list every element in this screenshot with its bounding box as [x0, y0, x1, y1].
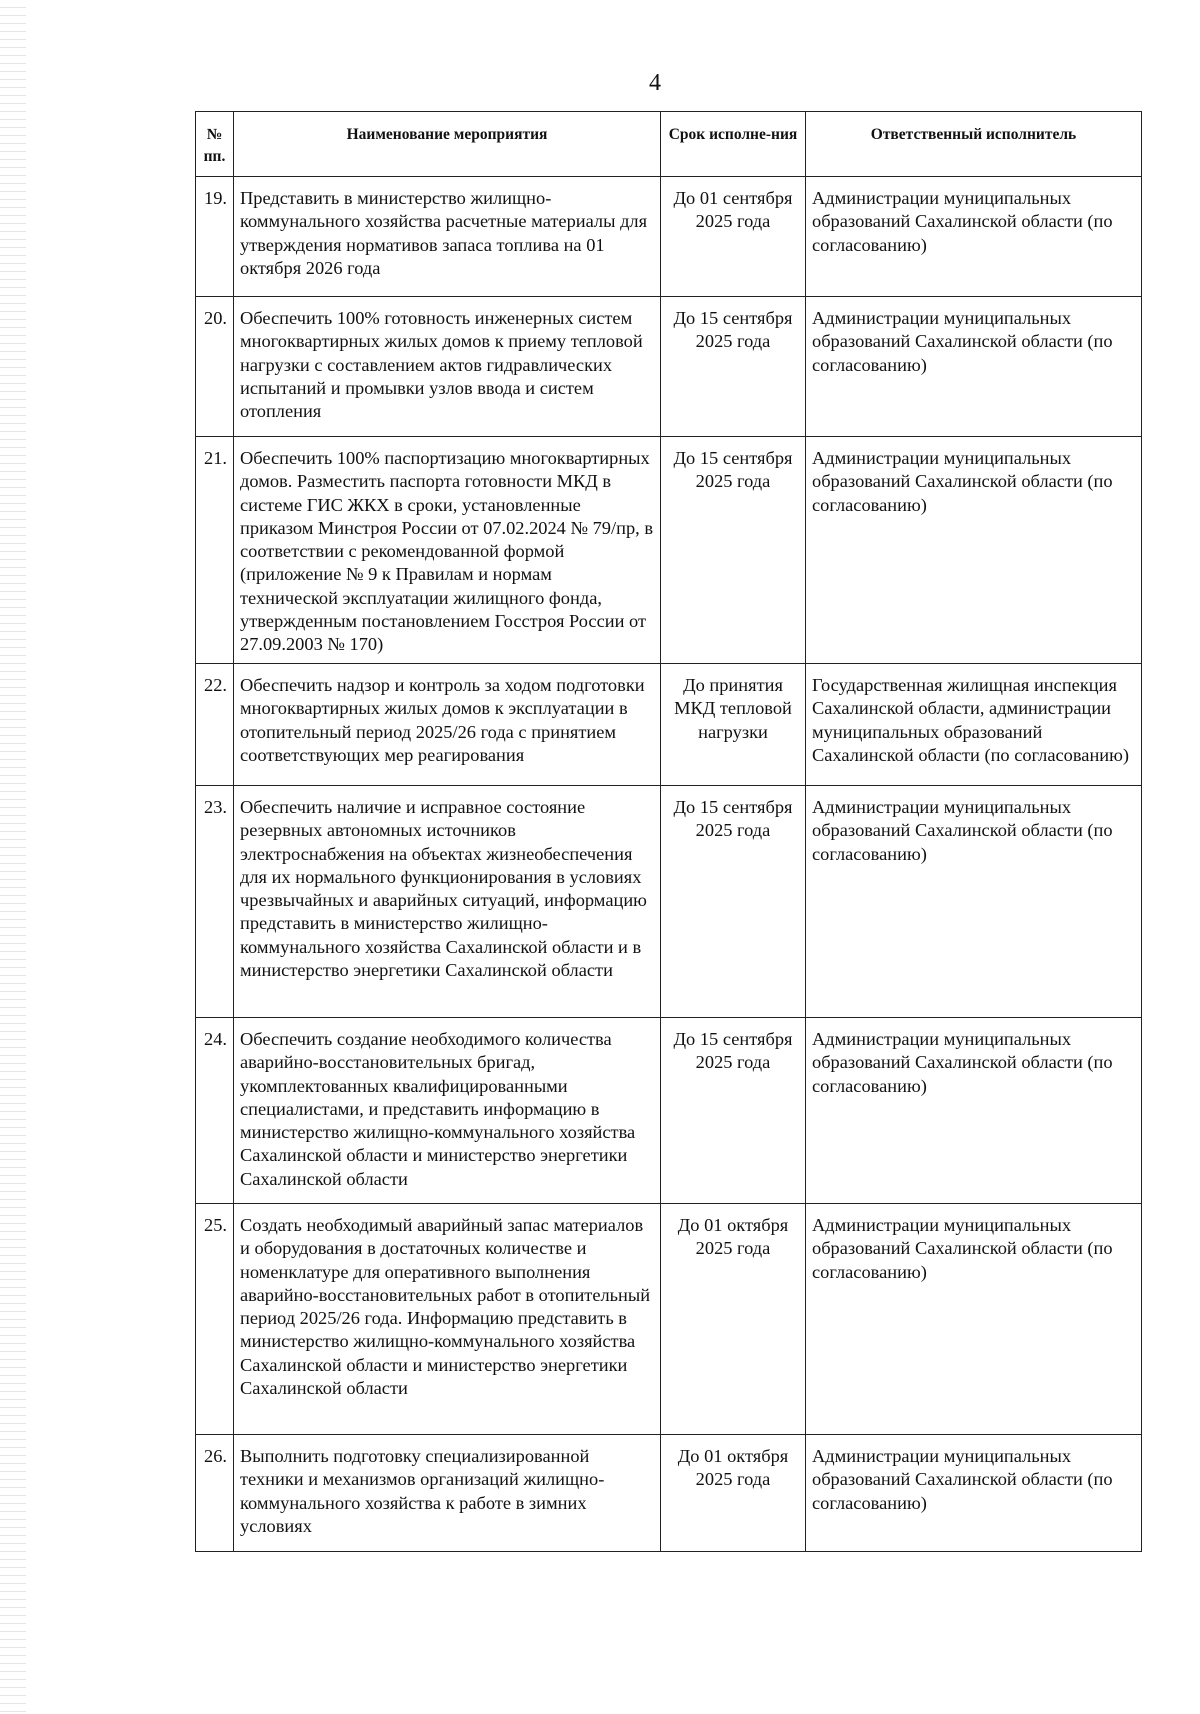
row-number: 25. — [196, 1204, 234, 1435]
row-measure-name: Обеспечить надзор и контроль за ходом подготовки многоквартирных жилых домов к эксплуатации в отопительный период 2025/26 года с принятием соответствующих мер реагирования — [234, 664, 661, 786]
table-header-row — [196, 112, 1142, 177]
table-row — [196, 297, 1142, 437]
row-measure-name: Представить в министерство жилищно-коммунального хозяйства расчетные материалы для утверждения нормативов запаса топлива на 01 октября 2026 года — [234, 177, 661, 297]
row-deadline: До 15 сентября 2025 года — [661, 437, 806, 664]
row-number: 20. — [196, 297, 234, 437]
table-row — [196, 177, 1142, 297]
row-deadline: До 15 сентября 2025 года — [661, 1018, 806, 1204]
page-number: 4 — [649, 70, 661, 96]
row-measure-name: Обеспечить создание необходимого количества аварийно-восстановительных бригад, укомплектованных квалифицированными специалистами, и представить информацию в министерство жилищно-коммунального хозяйства Сахалинской области и министерство энергетики Сахалинской области — [234, 1018, 661, 1204]
row-measure-name: Создать необходимый аварийный запас материалов и оборудования в достаточных количестве и номенклатуре для оперативного выполнения аварийно-восстановительных работ в отопительный период 2025/26 года. Информацию представить в министерство жилищно-коммунального хозяйства Сахалинской области и министерство энергетики Сахалинской области — [234, 1204, 661, 1435]
row-responsible: Администрации муниципальных образований Сахалинской области (по согласованию) — [806, 786, 1142, 1018]
table-row — [196, 437, 1142, 664]
row-number: 19. — [196, 177, 234, 297]
measures-table — [195, 111, 1142, 1552]
row-measure-name: Обеспечить наличие и исправное состояние резервных автономных источников электроснабжения на объектах жизнеобеспечения для их нормального функционирования в условиях чрезвычайных и аварийных ситуаций, информацию представить в министерство жилищно-коммунального хозяйства Сахалинской области и в министерство энергетики Сахалинской области — [234, 786, 661, 1018]
row-number: 21. — [196, 437, 234, 664]
row-measure-name: Обеспечить 100% готовность инженерных систем многоквартирных жилых домов к приему тепловой нагрузки с составлением актов гидравлических испытаний и промывки узлов ввода и систем отопления — [234, 297, 661, 437]
row-responsible: Администрации муниципальных образований Сахалинской области (по согласованию) — [806, 1018, 1142, 1204]
header-deadline: Срок исполне-ния — [661, 112, 806, 177]
scan-edge-noise — [0, 0, 26, 1714]
row-number: 26. — [196, 1435, 234, 1552]
header-measure-name: Наименование мероприятия — [234, 112, 661, 177]
row-deadline: До 15 сентября 2025 года — [661, 786, 806, 1018]
row-deadline: До 01 октября 2025 года — [661, 1435, 806, 1552]
row-responsible: Государственная жилищная инспекция Сахалинской области, администрации муниципальных образований Сахалинской области (по согласованию) — [806, 664, 1142, 786]
table-row — [196, 664, 1142, 786]
row-measure-name: Обеспечить 100% паспортизацию многоквартирных домов. Разместить паспорта готовности МКД в системе ГИС ЖКХ в сроки, установленные приказом Минстроя России от 07.02.2024 № 79/пр, в соответствии с рекомендованной формой (приложение № 9 к Правилам и нормам технической эксплуатации жилищного фонда, утвержденным постановлением Госстроя России от 27.09.2003 № 170) — [234, 437, 661, 664]
table-row — [196, 1204, 1142, 1435]
row-responsible: Администрации муниципальных образований Сахалинской области (по согласованию) — [806, 297, 1142, 437]
row-responsible: Администрации муниципальных образований Сахалинской области (по согласованию) — [806, 437, 1142, 664]
row-measure-name: Выполнить подготовку специализированной техники и механизмов организаций жилищно-коммунального хозяйства к работе в зимних условиях — [234, 1435, 661, 1552]
table-row — [196, 1018, 1142, 1204]
row-responsible: Администрации муниципальных образований Сахалинской области (по согласованию) — [806, 1435, 1142, 1552]
row-deadline: До 01 октября 2025 года — [661, 1204, 806, 1435]
header-number: № пп. — [196, 112, 234, 177]
row-number: 24. — [196, 1018, 234, 1204]
row-responsible: Администрации муниципальных образований Сахалинской области (по согласованию) — [806, 177, 1142, 297]
row-responsible: Администрации муниципальных образований Сахалинской области (по согласованию) — [806, 1204, 1142, 1435]
table-row — [196, 1435, 1142, 1552]
table-row — [196, 786, 1142, 1018]
row-deadline: До 01 сентября 2025 года — [661, 177, 806, 297]
row-deadline: До принятия МКД тепловой нагрузки — [661, 664, 806, 786]
row-number: 23. — [196, 786, 234, 1018]
header-responsible: Ответственный исполнитель — [806, 112, 1142, 177]
row-number: 22. — [196, 664, 234, 786]
row-deadline: До 15 сентября 2025 года — [661, 297, 806, 437]
